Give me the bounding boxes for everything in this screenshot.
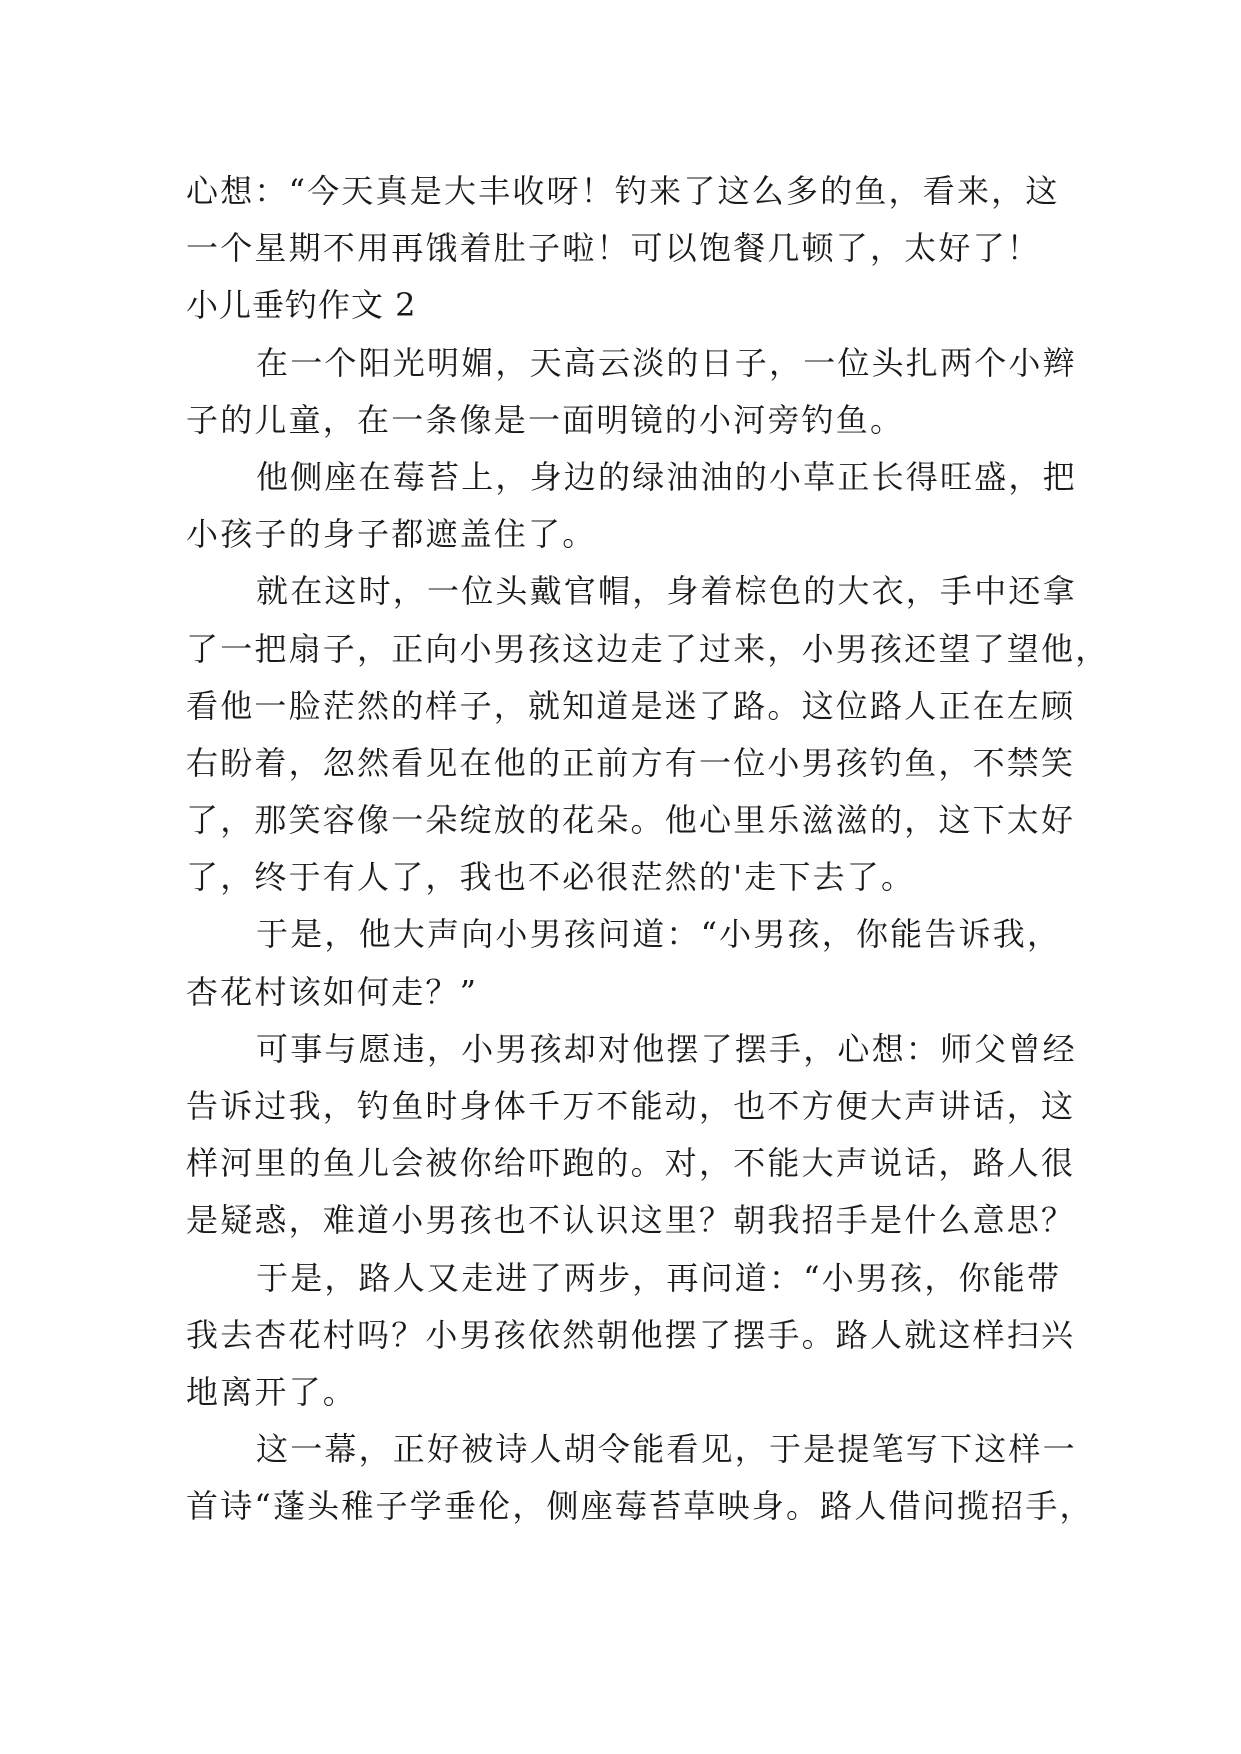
text-line: 告诉过我，钓鱼时身体千万不能动，也不方便大声讲话，这 — [186, 1087, 1076, 1125]
text-line: 地离开了。 — [186, 1372, 358, 1411]
essay-title: 小儿垂钓作文 2 — [186, 286, 417, 325]
text-line: 看他一脸茫然的样子，就知道是迷了路。这位路人正在左顾 — [186, 686, 1076, 725]
text-line: 心想：“今天真是大丰收呀！钓来了这么多的鱼，看来，这 — [186, 172, 1060, 210]
text-line: 他侧座在莓苔上，身边的绿油油的小草正长得旺盛，把 — [256, 457, 1077, 496]
text-line: 可事与愿违，小男孩却对他摆了摆手，心想：师父曾经 — [256, 1029, 1077, 1068]
text-line: 我去杏花村吗？小男孩依然朝他摆了摆手。路人就这样扫兴 — [186, 1315, 1076, 1354]
text-line: 了一把扇子，正向小男孩这边走了过来，小男孩还望了望他， — [186, 629, 1110, 668]
text-line: 了，那笑容像一朵绽放的花朵。他心里乐滋滋的，这下太好 — [186, 801, 1076, 840]
text-line: 子的儿童，在一条像是一面明镜的小河旁钓鱼。 — [186, 400, 905, 439]
text-line: 就在这时，一位头戴官帽，身着棕色的大衣，手中还拿 — [256, 572, 1077, 611]
text-line: 这一幕，正好被诗人胡令能看见，于是提笔写下这样一 — [256, 1430, 1077, 1469]
text-line: 首诗“蓬头稚子学垂伦，侧座莓苔草映身。路人借问揽招手， — [186, 1487, 1094, 1526]
text-line: 于是，他大声向小男孩问道：“小男孩，你能告诉我， — [256, 915, 1062, 954]
text-line: 小孩子的身子都遮盖住了。 — [186, 515, 597, 554]
text-line: 了，终于有人了，我也不必很茫然的'走下去了。 — [186, 858, 916, 897]
text-line: 右盼着，忽然看见在他的正前方有一位小男孩钓鱼，不禁笑 — [186, 743, 1076, 782]
text-line: 杏花村该如何走？” — [186, 972, 479, 1011]
text-line: 是疑惑，难道小男孩也不认识这里？朝我招手是什么意思？ — [186, 1201, 1076, 1240]
text-line: 样河里的鱼儿会被你给吓跑的。对，不能大声说话，路人很 — [186, 1144, 1076, 1183]
essay-text — [186, 163, 1110, 1536]
text-line: 在一个阳光明媚，天高云淡的日子，一位头扎两个小辫 — [256, 343, 1077, 382]
text-line: 于是，路人又走进了两步，再问道：“小男孩，你能带 — [256, 1258, 1062, 1297]
text-line: 一个星期不用再饿着肚子啦！可以饱餐几顿了，太好了！ — [186, 229, 1042, 268]
